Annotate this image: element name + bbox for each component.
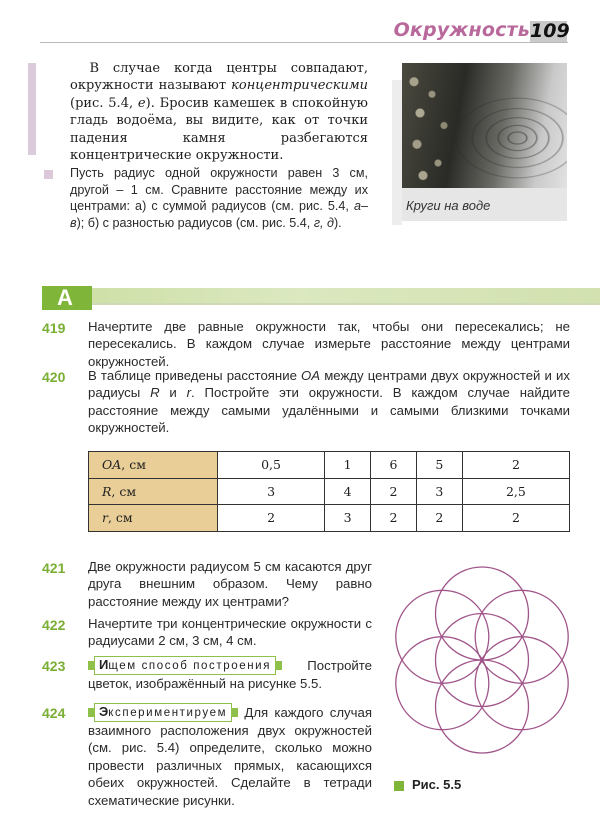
exercise-419-text: Начертите две равные окружности так, чтобы они пересекались; не пересекались. В каждом случае измерьте расстояние между центрами окружностей. xyxy=(88,319,570,369)
exercise-424-text: Экспериментируем Для каждого случая взаимного расположения двух окружностей (см. рис. 5.4) определите, сколько можно провести различных прямых, касающихся обеих окружностей. Сделайте в тетради схематические рисунки. xyxy=(88,704,372,808)
tag-experiment: Экспериментируем xyxy=(94,703,232,722)
table-cell: 2 xyxy=(462,452,569,479)
circles-data-table xyxy=(88,451,570,532)
table-cell: 1 xyxy=(325,452,371,479)
flower-of-circles-figure xyxy=(390,560,590,765)
exercise-420-text: В таблице приведены расстояние OA между центрами двух окружностей и их радиусы R и r. Постройте эти окружности. В каждом случае найдите расстояние между самыми удалёнными и самыми близкими точками окружностей. xyxy=(88,368,570,436)
photo-caption: Круги на воде xyxy=(406,198,491,213)
table-cell: 6 xyxy=(371,452,417,479)
page-number: 109 xyxy=(530,20,570,42)
row-header-r-small: r, см xyxy=(89,505,218,532)
pebbles-photo-detail xyxy=(402,63,462,188)
term-concentric: концентрическими xyxy=(231,78,368,94)
header-rule xyxy=(40,42,568,43)
table-cell: 2 xyxy=(371,478,417,505)
question-paragraph: Пусть радиус одной окружности равен 3 см, другой – 1 см. Сравните расстояние между их центрами: а) с суммой радиусов (см. рис. 5.4, а–в); б) с разностью радиусов (см. рис. 5.4, г, д). xyxy=(70,166,368,230)
exercise-number-424: 424 xyxy=(42,705,66,721)
exercise-422-text: Начертите три концентрические окружности с радиусами 2 см, 3 см, 4 см. xyxy=(88,616,372,649)
table-cell: 5 xyxy=(416,452,462,479)
table-cell: 2 xyxy=(416,505,462,532)
row-header-oa: OA, см xyxy=(89,452,218,479)
exercise-423-text: Ищем способ построения Постройте цветок, изображённый на рисунке 5.5. xyxy=(88,657,372,691)
section-badge: А xyxy=(42,286,92,310)
table-cell: 3 xyxy=(416,478,462,505)
exercise-421-text: Две окружности радиусом 5 см касаются друг друга внешним образом. Чему равно расстояние между их центрами? xyxy=(88,559,372,609)
theory-paragraph: В случае когда центры совпадают, окружности называют концентрическими (рис. 5.4, е). Бросив камешек в спокойную гладь водоёма, вы видите, как от точки падения камня разбегаются концентрические окружности. xyxy=(70,61,368,164)
table-cell: 2 xyxy=(462,505,569,532)
exercise-number-419: 419 xyxy=(42,320,66,336)
tag-find-method: Ищем способ построения xyxy=(94,656,276,675)
table-cell: 3 xyxy=(218,478,325,505)
table-row xyxy=(89,505,570,532)
table-cell: 4 xyxy=(325,478,371,505)
table-row xyxy=(89,452,570,479)
table-cell: 3 xyxy=(325,505,371,532)
photo-frame xyxy=(392,80,402,225)
section-banner-rule xyxy=(92,303,600,305)
table-cell: 0,5 xyxy=(218,452,325,479)
table-cell: 2,5 xyxy=(462,478,569,505)
figure-marker-icon xyxy=(394,781,404,791)
table-cell: 2 xyxy=(371,505,417,532)
table-cell: 2 xyxy=(218,505,325,532)
table-row xyxy=(89,478,570,505)
exercise-number-420: 420 xyxy=(42,369,66,385)
exercise-number-422: 422 xyxy=(42,617,66,633)
question-bullet-icon xyxy=(44,170,53,179)
row-header-r-big: R, см xyxy=(89,478,218,505)
theory-marker-bar xyxy=(28,63,36,155)
exercise-number-421: 421 xyxy=(42,560,66,576)
section-banner xyxy=(92,288,600,304)
exercise-number-423: 423 xyxy=(42,658,66,674)
figure-caption: Рис. 5.5 xyxy=(412,777,462,792)
chapter-title: Окружность xyxy=(393,19,530,41)
